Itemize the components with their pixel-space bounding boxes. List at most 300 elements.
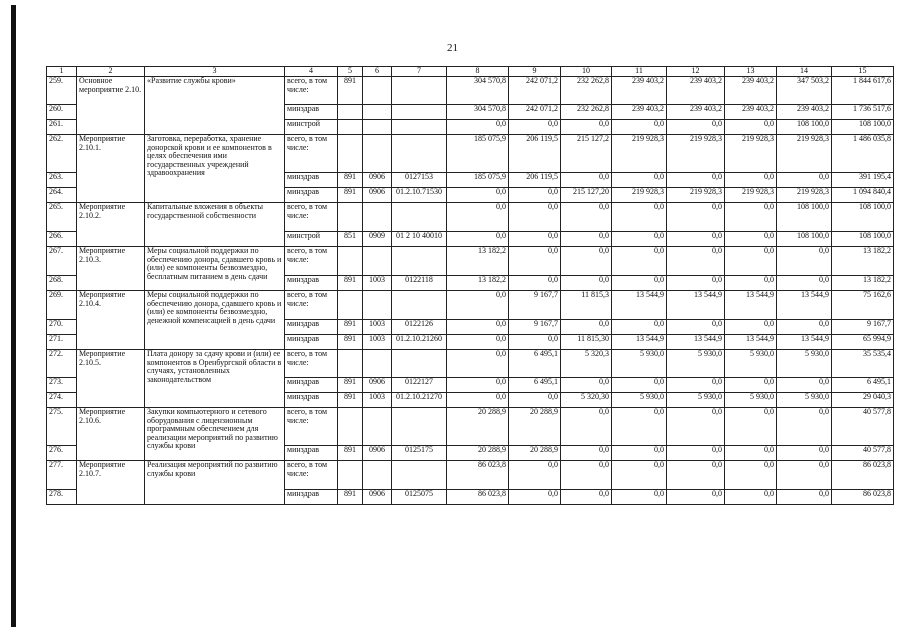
value-cell: 0,0 [509, 120, 561, 135]
code-cell [363, 120, 392, 135]
table-row [47, 135, 894, 173]
code-cell [392, 77, 447, 105]
code-cell [363, 408, 392, 446]
executor-cell: всего, в том числе: [285, 135, 338, 173]
value-cell: 5 320,3 [561, 350, 612, 378]
value-cell: 0,0 [777, 490, 832, 505]
code-cell [363, 135, 392, 173]
event-cell: Мероприятие 2.10.1. [77, 135, 145, 203]
value-cell: 0,0 [667, 173, 725, 188]
value-cell: 108 100,0 [832, 232, 894, 247]
row-number-cell: 274. [47, 393, 77, 408]
code-cell: 01 2 10 40010 [392, 232, 447, 247]
executor-cell: минстрой [285, 232, 338, 247]
value-cell: 1 094 840,4 [832, 188, 894, 203]
code-cell: 851 [338, 232, 363, 247]
page-number: 21 [447, 42, 458, 54]
value-cell: 20 288,9 [447, 408, 509, 446]
value-cell: 0,0 [667, 232, 725, 247]
value-cell: 0,0 [447, 335, 509, 350]
row-number-cell: 261. [47, 120, 77, 135]
name-cell: Плата донору за сдачу крови и (или) ее компонентов в Оренбургской области в случаях, установленных законодательством [145, 350, 285, 408]
code-cell: 891 [338, 320, 363, 335]
value-cell: 5 930,0 [612, 350, 667, 378]
table-row [47, 247, 894, 276]
value-cell: 0,0 [667, 446, 725, 461]
code-cell [392, 291, 447, 320]
code-cell: 01.2.10.21260 [392, 335, 447, 350]
code-cell: 01.2.10.21270 [392, 393, 447, 408]
value-cell: 0,0 [725, 173, 777, 188]
value-cell: 219 928,3 [777, 135, 832, 173]
header-cell: 14 [777, 67, 832, 77]
value-cell: 13 544,9 [667, 335, 725, 350]
code-cell: 891 [338, 490, 363, 505]
value-cell: 304 570,8 [447, 105, 509, 120]
value-cell: 108 100,0 [832, 203, 894, 232]
value-cell: 0,0 [447, 320, 509, 335]
row-number-cell: 268. [47, 276, 77, 291]
executor-cell: минздрав [285, 105, 338, 120]
row-number-cell: 269. [47, 291, 77, 320]
code-cell: 0125175 [392, 446, 447, 461]
value-cell: 0,0 [725, 120, 777, 135]
value-cell: 0,0 [561, 320, 612, 335]
code-cell: 0906 [363, 446, 392, 461]
value-cell: 0,0 [612, 446, 667, 461]
value-cell: 20 288,9 [509, 446, 561, 461]
value-cell: 75 162,6 [832, 291, 894, 320]
value-cell: 0,0 [725, 461, 777, 490]
name-cell: Меры социальной поддержки по обеспечению донора, сдавшего кровь и (или) ее компоненты безвозмездно, денежной компенсацией в день сдачи [145, 291, 285, 350]
value-cell: 0,0 [447, 120, 509, 135]
header-cell: 7 [392, 67, 447, 77]
executor-cell: минздрав [285, 188, 338, 203]
value-cell: 0,0 [777, 173, 832, 188]
value-cell: 219 928,3 [725, 135, 777, 173]
code-cell [363, 203, 392, 232]
executor-cell: всего, в том числе: [285, 77, 338, 105]
header-cell: 8 [447, 67, 509, 77]
value-cell: 0,0 [561, 247, 612, 276]
value-cell: 40 577,8 [832, 446, 894, 461]
value-cell: 9 167,7 [509, 291, 561, 320]
code-cell: 891 [338, 77, 363, 105]
value-cell: 11 815,3 [561, 291, 612, 320]
code-cell: 1003 [363, 320, 392, 335]
value-cell: 0,0 [667, 490, 725, 505]
value-cell: 0,0 [447, 350, 509, 378]
executor-cell: минстрой [285, 120, 338, 135]
header-cell: 13 [725, 67, 777, 77]
value-cell: 86 023,8 [832, 461, 894, 490]
row-number-cell: 278. [47, 490, 77, 505]
value-cell: 0,0 [561, 232, 612, 247]
row-number-cell: 263. [47, 173, 77, 188]
code-cell [392, 461, 447, 490]
executor-cell: всего, в том числе: [285, 461, 338, 490]
code-cell [363, 105, 392, 120]
row-number-cell: 273. [47, 378, 77, 393]
value-cell: 13 544,9 [612, 335, 667, 350]
value-cell: 0,0 [447, 291, 509, 320]
executor-cell: всего, в том числе: [285, 203, 338, 232]
value-cell: 13 544,9 [667, 291, 725, 320]
value-cell: 40 577,8 [832, 408, 894, 446]
row-number-cell: 270. [47, 320, 77, 335]
code-cell [392, 105, 447, 120]
header-cell: 3 [145, 67, 285, 77]
executor-cell: минздрав [285, 335, 338, 350]
row-number-cell: 266. [47, 232, 77, 247]
value-cell: 219 928,3 [612, 188, 667, 203]
code-cell: 891 [338, 173, 363, 188]
code-cell [338, 247, 363, 276]
header-cell: 1 [47, 67, 77, 77]
value-cell: 13 544,9 [777, 335, 832, 350]
value-cell: 6 495,1 [509, 378, 561, 393]
value-cell: 215 127,20 [561, 188, 612, 203]
code-cell: 0906 [363, 173, 392, 188]
event-cell: Мероприятие 2.10.6. [77, 408, 145, 461]
value-cell: 29 040,3 [832, 393, 894, 408]
row-number-cell: 275. [47, 408, 77, 446]
value-cell: 0,0 [725, 203, 777, 232]
event-cell: Мероприятие 2.10.7. [77, 461, 145, 505]
name-cell: Меры социальной поддержки по обеспечению донора, сдавшего кровь и (или) ее компоненты безвозмездно, бесплатным питанием в день сдачи [145, 247, 285, 291]
executor-cell: минздрав [285, 276, 338, 291]
code-cell: 891 [338, 276, 363, 291]
code-cell [363, 461, 392, 490]
value-cell: 0,0 [447, 232, 509, 247]
header-cell: 10 [561, 67, 612, 77]
value-cell: 5 930,0 [667, 350, 725, 378]
header-cell: 12 [667, 67, 725, 77]
value-cell: 0,0 [725, 378, 777, 393]
value-cell: 0,0 [725, 408, 777, 446]
value-cell: 1 736 517,6 [832, 105, 894, 120]
value-cell: 0,0 [447, 393, 509, 408]
value-cell: 86 023,8 [447, 461, 509, 490]
value-cell: 6 495,1 [832, 378, 894, 393]
value-cell: 242 071,2 [509, 105, 561, 120]
value-cell: 0,0 [612, 378, 667, 393]
value-cell: 0,0 [667, 247, 725, 276]
code-cell [338, 461, 363, 490]
row-number-cell: 264. [47, 188, 77, 203]
code-cell: 891 [338, 378, 363, 393]
value-cell: 5 930,0 [777, 393, 832, 408]
code-cell: 0906 [363, 378, 392, 393]
value-cell: 239 403,2 [612, 105, 667, 120]
table-row [47, 350, 894, 378]
executor-cell: всего, в том числе: [285, 247, 338, 276]
row-number-cell: 265. [47, 203, 77, 232]
event-cell: Мероприятие 2.10.4. [77, 291, 145, 350]
value-cell: 232 262,8 [561, 105, 612, 120]
table-row [47, 291, 894, 320]
value-cell: 65 994,9 [832, 335, 894, 350]
row-number-cell: 276. [47, 446, 77, 461]
value-cell: 11 815,30 [561, 335, 612, 350]
value-cell: 0,0 [612, 173, 667, 188]
value-cell: 0,0 [561, 461, 612, 490]
value-cell: 219 928,3 [777, 188, 832, 203]
executor-cell: минздрав [285, 173, 338, 188]
value-cell: 391 195,4 [832, 173, 894, 188]
event-cell: Мероприятие 2.10.2. [77, 203, 145, 247]
value-cell: 239 403,2 [612, 77, 667, 105]
value-cell: 242 071,2 [509, 77, 561, 105]
value-cell: 0,0 [447, 378, 509, 393]
value-cell: 86 023,8 [447, 490, 509, 505]
value-cell: 0,0 [612, 247, 667, 276]
value-cell: 5 930,0 [612, 393, 667, 408]
code-cell: 1003 [363, 335, 392, 350]
row-number-cell: 259. [47, 77, 77, 105]
value-cell: 0,0 [612, 320, 667, 335]
value-cell: 0,0 [777, 276, 832, 291]
value-cell: 0,0 [725, 320, 777, 335]
value-cell: 0,0 [561, 408, 612, 446]
value-cell: 20 288,9 [509, 408, 561, 446]
value-cell: 232 262,8 [561, 77, 612, 105]
value-cell: 0,0 [612, 276, 667, 291]
value-cell: 0,0 [509, 335, 561, 350]
executor-cell: минздрав [285, 320, 338, 335]
value-cell: 0,0 [667, 408, 725, 446]
code-cell: 0122127 [392, 378, 447, 393]
value-cell: 0,0 [725, 490, 777, 505]
value-cell: 239 403,2 [777, 105, 832, 120]
value-cell: 206 119,5 [509, 135, 561, 173]
row-number-cell: 262. [47, 135, 77, 173]
value-cell: 13 544,9 [612, 291, 667, 320]
value-cell: 0,0 [777, 408, 832, 446]
value-cell: 13 182,2 [447, 247, 509, 276]
code-cell: 891 [338, 393, 363, 408]
row-number-cell: 260. [47, 105, 77, 120]
value-cell: 0,0 [561, 490, 612, 505]
code-cell [338, 203, 363, 232]
value-cell: 1 486 035,8 [832, 135, 894, 173]
value-cell: 0,0 [667, 461, 725, 490]
code-cell [363, 350, 392, 378]
executor-cell: всего, в том числе: [285, 291, 338, 320]
code-cell: 01.2.10.71530 [392, 188, 447, 203]
executor-cell: всего, в том числе: [285, 408, 338, 446]
value-cell: 0,0 [667, 120, 725, 135]
code-cell [363, 291, 392, 320]
value-cell: 0,0 [561, 378, 612, 393]
row-number-cell: 272. [47, 350, 77, 378]
value-cell: 0,0 [777, 461, 832, 490]
code-cell [392, 203, 447, 232]
value-cell: 0,0 [777, 320, 832, 335]
value-cell: 0,0 [561, 120, 612, 135]
value-cell: 0,0 [561, 203, 612, 232]
code-cell [392, 120, 447, 135]
value-cell: 13 544,9 [777, 291, 832, 320]
value-cell: 20 288,9 [447, 446, 509, 461]
value-cell: 219 928,3 [725, 188, 777, 203]
value-cell: 0,0 [777, 378, 832, 393]
table-row [47, 461, 894, 490]
value-cell: 0,0 [777, 247, 832, 276]
value-cell: 239 403,2 [667, 105, 725, 120]
value-cell: 0,0 [612, 232, 667, 247]
value-cell: 347 503,2 [777, 77, 832, 105]
value-cell: 0,0 [777, 446, 832, 461]
header-cell: 6 [363, 67, 392, 77]
name-cell: Реализация мероприятий по развитию службы крови [145, 461, 285, 505]
code-cell: 0906 [363, 188, 392, 203]
value-cell: 0,0 [447, 203, 509, 232]
event-cell: Мероприятие 2.10.5. [77, 350, 145, 408]
code-cell [338, 135, 363, 173]
code-cell: 0122118 [392, 276, 447, 291]
code-cell [338, 120, 363, 135]
header-cell: 15 [832, 67, 894, 77]
code-cell [392, 247, 447, 276]
value-cell: 5 320,30 [561, 393, 612, 408]
value-cell: 86 023,8 [832, 490, 894, 505]
value-cell: 0,0 [667, 378, 725, 393]
code-cell: 891 [338, 188, 363, 203]
executor-cell: всего, в том числе: [285, 350, 338, 378]
value-cell: 5 930,0 [725, 350, 777, 378]
header-row [47, 67, 894, 77]
code-cell: 1003 [363, 393, 392, 408]
value-cell: 108 100,0 [777, 232, 832, 247]
row-number-cell: 277. [47, 461, 77, 490]
header-cell: 11 [612, 67, 667, 77]
value-cell: 239 403,2 [667, 77, 725, 105]
name-cell: Заготовка, переработка, хранение донорской крови и ее компонентов в целях обеспечения ими государственных учреждений здравоохранения [145, 135, 285, 203]
value-cell: 0,0 [612, 408, 667, 446]
row-number-cell: 267. [47, 247, 77, 276]
value-cell: 239 403,2 [725, 105, 777, 120]
value-cell: 185 075,9 [447, 135, 509, 173]
value-cell: 0,0 [561, 173, 612, 188]
event-cell: Мероприятие 2.10.3. [77, 247, 145, 291]
header-cell: 9 [509, 67, 561, 77]
value-cell: 0,0 [725, 247, 777, 276]
value-cell: 0,0 [612, 203, 667, 232]
value-cell: 219 928,3 [667, 135, 725, 173]
code-cell: 0122126 [392, 320, 447, 335]
budget-table [46, 66, 894, 505]
code-cell [392, 408, 447, 446]
value-cell: 13 544,9 [725, 335, 777, 350]
value-cell: 13 182,2 [447, 276, 509, 291]
value-cell: 0,0 [561, 446, 612, 461]
value-cell: 0,0 [509, 203, 561, 232]
code-cell: 1003 [363, 276, 392, 291]
value-cell: 219 928,3 [667, 188, 725, 203]
value-cell: 108 100,0 [777, 203, 832, 232]
value-cell: 0,0 [667, 276, 725, 291]
code-cell: 0909 [363, 232, 392, 247]
value-cell: 108 100,0 [777, 120, 832, 135]
code-cell [392, 350, 447, 378]
code-cell [338, 408, 363, 446]
value-cell: 0,0 [509, 188, 561, 203]
table-row [47, 203, 894, 232]
executor-cell: минздрав [285, 393, 338, 408]
value-cell: 304 570,8 [447, 77, 509, 105]
name-cell: Капитальные вложения в объекты государственной собственности [145, 203, 285, 247]
left-edge-bar [11, 5, 16, 627]
value-cell: 1 844 617,6 [832, 77, 894, 105]
header-cell: 2 [77, 67, 145, 77]
name-cell: Закупки компьютерного и сетевого оборудования с лицензионным программным обеспечением для реализации мероприятий по развитию службы крови [145, 408, 285, 461]
value-cell: 0,0 [509, 461, 561, 490]
value-cell: 215 127,2 [561, 135, 612, 173]
value-cell: 239 403,2 [725, 77, 777, 105]
code-cell: 891 [338, 335, 363, 350]
value-cell: 0,0 [447, 188, 509, 203]
value-cell: 9 167,7 [832, 320, 894, 335]
code-cell [338, 291, 363, 320]
code-cell: 0125075 [392, 490, 447, 505]
value-cell: 9 167,7 [509, 320, 561, 335]
row-number-cell: 271. [47, 335, 77, 350]
value-cell: 0,0 [561, 276, 612, 291]
value-cell: 0,0 [725, 276, 777, 291]
value-cell: 219 928,3 [612, 135, 667, 173]
value-cell: 13 182,2 [832, 276, 894, 291]
value-cell: 0,0 [509, 393, 561, 408]
value-cell: 206 119,5 [509, 173, 561, 188]
executor-cell: минздрав [285, 378, 338, 393]
executor-cell: минздрав [285, 490, 338, 505]
value-cell: 0,0 [612, 120, 667, 135]
code-cell [338, 105, 363, 120]
code-cell [363, 247, 392, 276]
value-cell: 5 930,0 [667, 393, 725, 408]
event-cell: Основное мероприятие 2.10. [77, 77, 145, 135]
header-cell: 4 [285, 67, 338, 77]
table-row [47, 77, 894, 105]
value-cell: 0,0 [509, 490, 561, 505]
value-cell: 0,0 [612, 461, 667, 490]
code-cell: 891 [338, 446, 363, 461]
value-cell: 0,0 [612, 490, 667, 505]
code-cell: 0906 [363, 490, 392, 505]
table-row [47, 408, 894, 446]
code-cell [338, 350, 363, 378]
value-cell: 0,0 [725, 446, 777, 461]
value-cell: 108 100,0 [832, 120, 894, 135]
code-cell: 0127153 [392, 173, 447, 188]
value-cell: 13 182,2 [832, 247, 894, 276]
header-cell: 5 [338, 67, 363, 77]
value-cell: 6 495,1 [509, 350, 561, 378]
code-cell [392, 135, 447, 173]
value-cell: 0,0 [667, 320, 725, 335]
name-cell: «Развитие службы крови» [145, 77, 285, 135]
value-cell: 0,0 [509, 232, 561, 247]
code-cell [363, 77, 392, 105]
value-cell: 5 930,0 [777, 350, 832, 378]
value-cell: 0,0 [725, 232, 777, 247]
value-cell: 185 075,9 [447, 173, 509, 188]
value-cell: 5 930,0 [725, 393, 777, 408]
value-cell: 0,0 [509, 276, 561, 291]
value-cell: 0,0 [667, 203, 725, 232]
value-cell: 0,0 [509, 247, 561, 276]
